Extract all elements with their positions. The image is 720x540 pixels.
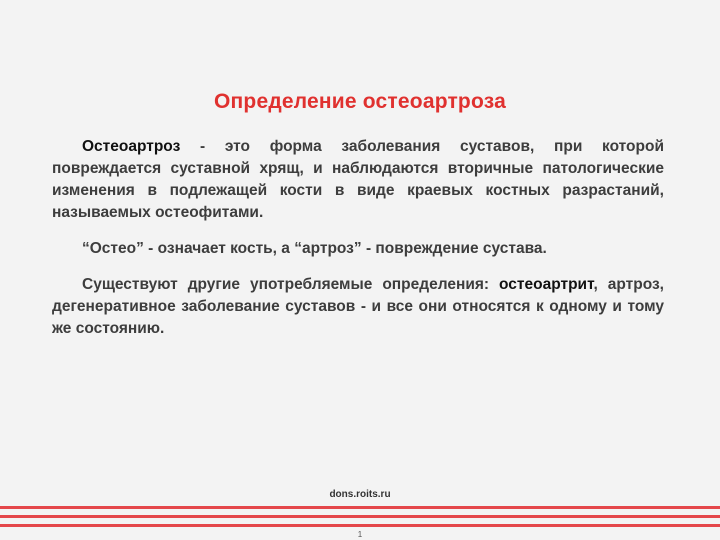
definition-paragraph [52,136,664,224]
slide-body [52,136,664,340]
synonyms-text-after: , артроз, дегенеративное заболевание суставов - и все они относятся к одному и тому же состоянию. [52,276,664,337]
term-osteoarthritis: остеоартрит [499,276,594,293]
slide-number: 1 [357,530,363,539]
term-osteoarthrosis: Остеоартроз [82,138,181,155]
definition-text: - это форма заболевания суставов, при которой повреждается суставной хрящ, и наблюдаются вторичные патологические изменения в подлежащей кости в виде краевых костных разрастаний, называемых остеофитами. [52,138,664,221]
slide-title: Определение остеоартроза [214,90,506,113]
synonyms-paragraph [52,274,664,340]
footer-url: dons.roits.ru [329,489,391,500]
synonyms-text-before: Существуют другие употребляемые определения: [82,276,500,293]
footer-stripe [0,515,720,518]
footer-stripe [0,524,720,527]
etymology-text: “Остео” - означает кость, а “артроз” - повреждение сустава. [82,240,547,257]
footer-stripe [0,506,720,509]
etymology-paragraph [52,238,664,260]
